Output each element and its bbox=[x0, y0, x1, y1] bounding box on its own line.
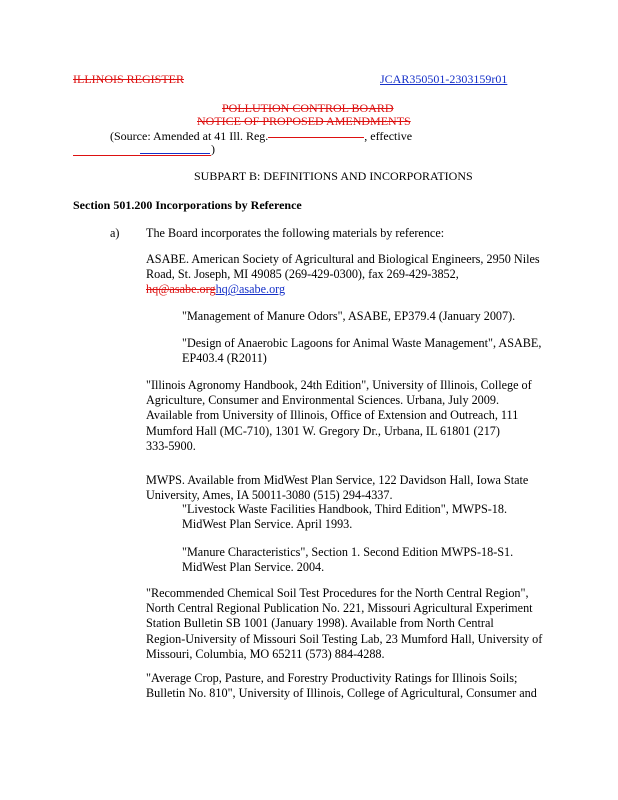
source-reg-blank bbox=[268, 137, 364, 138]
ratings-line: Bulletin No. 810", University of Illinois, College of Agricultural, Consumer and bbox=[146, 686, 537, 701]
soil-line: "Recommended Chemical Soil Test Procedures for the North Central Region", bbox=[146, 586, 529, 600]
board-title: POLLUTION CONTROL BOARD bbox=[222, 101, 394, 115]
source-date-blank-blue bbox=[140, 153, 210, 154]
notice-title: NOTICE OF PROPOSED AMENDMENTS bbox=[197, 114, 411, 128]
agronomy-line: Agriculture, Consumer and Environmental Sciences. Urbana, July 2009. bbox=[146, 393, 500, 408]
asabe-email-line bbox=[146, 282, 540, 297]
soil-line: Region-University of Missouri Soil Testing Lab, 23 Mumford Hall, University of bbox=[146, 631, 543, 646]
mwps-livestock-line: "Livestock Waste Facilities Handbook, Third Edition", MWPS-18. bbox=[182, 502, 508, 516]
soil-line: Station Bulletin SB 1001 (January 1998). Available from North Central bbox=[146, 616, 494, 631]
asabe-lagoons-line: "Design of Anaerobic Lagoons for Animal Waste Management", ASABE, bbox=[182, 336, 542, 350]
agronomy-line: "Illinois Agronomy Handbook, 24th Edition", University of Illinois, College of bbox=[146, 378, 532, 392]
ratings-paragraph bbox=[146, 671, 537, 701]
asabe-email-old: hq@asabe.org bbox=[146, 282, 216, 297]
soil-line: North Central Regional Publication No. 221, Missouri Agricultural Experiment bbox=[146, 601, 533, 616]
mwps-manure-line: "Manure Characteristics", Section 1. Second Edition MWPS-18-S1. bbox=[182, 545, 514, 559]
agronomy-line: Available from University of Illinois, Office of Extension and Outreach, 111 bbox=[146, 408, 519, 423]
source-date-blank bbox=[73, 155, 211, 156]
asabe-line: Road, St. Joseph, MI 49085 (269-429-0300), fax 269-429-3852, bbox=[146, 267, 459, 282]
item-a-text: The Board incorporates the following materials by reference: bbox=[146, 226, 445, 240]
mwps-line: University, Ames, IA 50011-3080 (515) 294-4337. bbox=[146, 488, 393, 503]
mwps-livestock-line: MidWest Plan Service. April 1993. bbox=[182, 517, 353, 532]
asabe-email-new[interactable]: hq@asabe.org bbox=[215, 282, 286, 297]
asabe-lagoons-line: EP403.4 (R2011) bbox=[182, 351, 267, 366]
header-left: ILLINOIS REGISTER bbox=[73, 72, 184, 86]
asabe-odors: "Management of Manure Odors", ASABE, EP379.4 (January 2007). bbox=[182, 309, 516, 323]
mwps-livestock bbox=[182, 502, 507, 532]
ratings-line: "Average Crop, Pasture, and Forestry Productivity Ratings for Illinois Soils; bbox=[146, 671, 518, 685]
source-close: ) bbox=[211, 142, 215, 156]
source-effective: , effective bbox=[364, 129, 413, 143]
source-prefix: (Source: Amended at 41 Ill. Reg. bbox=[110, 129, 269, 143]
agronomy-paragraph bbox=[146, 378, 532, 454]
asabe-lagoons bbox=[182, 336, 541, 366]
soil-line: Missouri, Columbia, MO 65211 (573) 884-4288. bbox=[146, 646, 385, 661]
item-a-label: a) bbox=[110, 226, 120, 240]
subpart-heading: SUBPART B: DEFINITIONS AND INCORPORATIONS bbox=[194, 169, 473, 183]
mwps-manure-line: MidWest Plan Service. 2004. bbox=[182, 560, 325, 575]
asabe-line: ASABE. American Society of Agricultural and Biological Engineers, 2950 Niles bbox=[146, 252, 540, 266]
agronomy-line: Mumford Hall (MC-710), 1301 W. Gregory Dr., Urbana, IL 61801 (217) bbox=[146, 423, 500, 438]
source-line bbox=[110, 129, 412, 144]
header-right: JCAR350501-2303159r01 bbox=[380, 72, 508, 86]
soil-paragraph bbox=[146, 586, 542, 662]
mwps-paragraph bbox=[146, 473, 528, 503]
mwps-manure bbox=[182, 545, 513, 575]
mwps-line: MWPS. Available from MidWest Plan Service, 122 Davidson Hall, Iowa State bbox=[146, 473, 529, 487]
asabe-paragraph bbox=[146, 252, 540, 298]
agronomy-line: 333-5900. bbox=[146, 438, 196, 453]
section-heading: Section 501.200 Incorporations by Reference bbox=[73, 198, 302, 212]
